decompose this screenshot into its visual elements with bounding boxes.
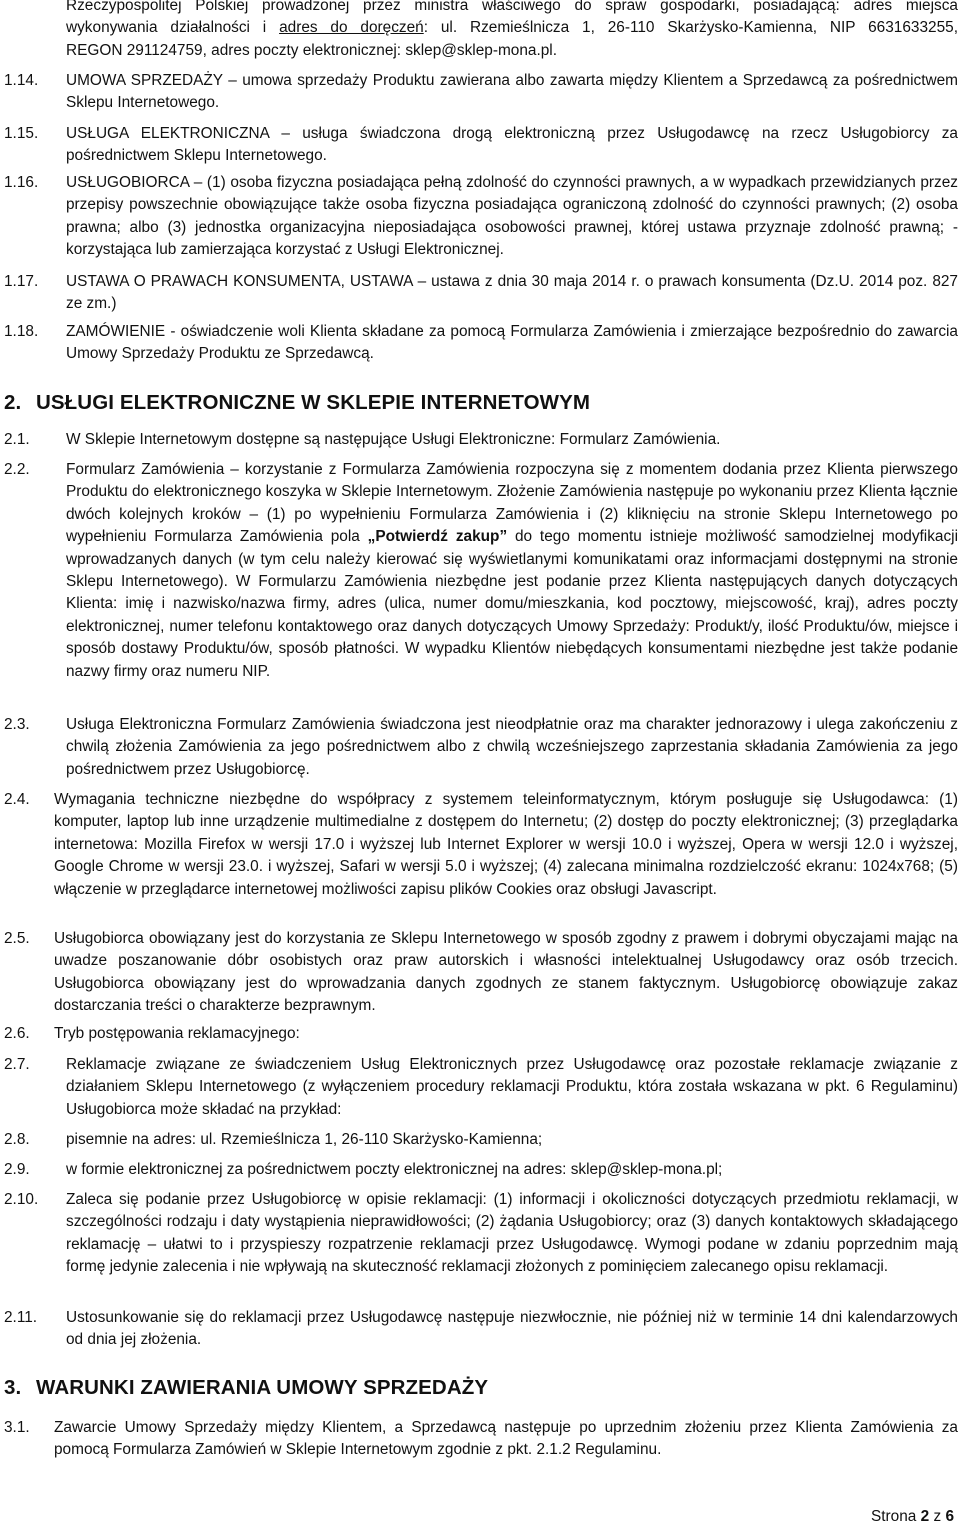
address-link[interactable]: adres do doręczeń [279, 19, 424, 37]
intro-paragraph [66, 0, 958, 62]
item-text: w formie elektronicznej za pośrednictwem poczty elektronicznej na adres: sklep@sklep-mona.pl; [66, 1161, 723, 1178]
item-number: 1.18. [4, 323, 39, 340]
clause-item [4, 714, 958, 781]
item-text: Tryb postępowania reklamacyjnego: [54, 1025, 300, 1042]
item-text: W Sklepie Internetowym dostępne są następujące Usługi Elektroniczne: Formularz Zamówienia. [66, 431, 721, 448]
item-number: 3.1. [4, 1419, 30, 1436]
section-number: 3. [4, 1376, 22, 1399]
item-number: 2.8. [4, 1131, 30, 1148]
clause-item [4, 1189, 958, 1279]
item-text: Zawarcie Umowy Sprzedaży między Klientem, a Sprzedawcą następuje po uprzednim złożeniu przez Klienta Zamówienia za pomocą Formularza Zamówień w Sklepie Internetowym zgodnie z pkt. 2.1.2 Regulaminu. [54, 1419, 958, 1459]
total-page-count: 6 [945, 1508, 954, 1525]
section-heading [4, 1377, 488, 1399]
item-text: USŁUGA ELEKTRONICZNA – usługa świadczona drogą elektroniczną przez Usługodawcę na rzecz Usługobiorcy za pośrednictwem Sklepu Internetowego. [66, 125, 958, 165]
item-number: 1.17. [4, 273, 39, 290]
item-text: Ustosunkowanie się do reklamacji przez Usługodawcę następuje niezwłocznie, nie później niż w terminie 14 dni kalendarzowych od dnia jej złożenia. [66, 1309, 958, 1349]
definition-item [4, 70, 958, 115]
item-text: Zaleca się podanie przez Usługobiorcę w opisie reklamacji: (1) informacji i okoliczności dotyczących przedmiotu reklamacji, w szczególności rodzaju i daty wystąpienia nieprawidłowości; (2) żądania Usługobiorcy; oraz (3) danych kontaktowych składającego reklamację – ułatwi to i przyspieszy rozpatrzenie reklamacji przez Usługodawcę. Wymogi podane w zdaniu poprzednim mają formę jedynie zalecenia i nie wpływają na skuteczność reklamacji złożonych z pominięciem zalecanego opisu reklamacji. [66, 1191, 958, 1276]
clause-text: do tego momentu istnieje możliwość samodzielnej modyfikacji wprowadzanych danych (w tym celu należy kierować się wyświetlanymi komunikatami oraz informacjami dostępnymi na stronie Sklepu Internetowego). W Formularzu Zamówienia niezbędne jest podanie przez Klienta następujących danych dotyczących Klienta: imię i nazwisko/nazwa firmy, adres (ulica, numer domu/mieszkania, kod pocztowy, miejscowość, kraj), adres poczty elektronicznej, numer telefonu kontaktowego oraz danych dotyczących Umowy Sprzedaży: Produkt/y, ilość Produktu/ów, miejsce i sposób dostawy Produktu/ów, sposób płatności. W wypadku Klientów niebędących konsumentami niezbędne jest także podanie nazwy firmy oraz numeru NIP. [66, 528, 958, 680]
section-title: WARUNKI ZAWIERANIA UMOWY SPRZEDAŻY [36, 1376, 489, 1399]
current-page-number: 2 [920, 1508, 930, 1525]
footer-separator: z [933, 1508, 942, 1525]
definition-item [4, 123, 958, 168]
item-text [66, 459, 958, 683]
section-number: 2. [4, 391, 22, 414]
footer-label: Strona [870, 1508, 917, 1525]
item-number: 2.3. [4, 716, 30, 733]
clause-item [4, 429, 958, 451]
confirm-purchase-label: „Potwierdź zakup” [367, 528, 508, 546]
clause-item [4, 789, 958, 901]
item-text: USŁUGOBIORCA – (1) osoba fizyczna posiadająca pełną zdolność do czynności prawnych, a w wypadkach przewidzianych przez przepisy powszechnie obowiązujące także osoba fizyczna posiadająca ograniczoną zdolność do czynności prawnych; (2) osoba prawna; albo (3) jednostka organizacyjna nieposiadająca osobowości prawnej, której ustawa przyznaje zdolność prawną; - korzystająca lub zamierzająca korzystać z Usługi Elektronicznej. [66, 174, 958, 259]
page-footer [871, 1506, 954, 1528]
item-number: 2.6. [4, 1025, 30, 1042]
clause-item [4, 1159, 958, 1181]
item-text: Usługobiorca obowiązany jest do korzystania ze Sklepu Internetowego w sposób zgodny z prawem i dobrymi obyczajami mając na uwadze poszanowanie dóbr osobistych oraz praw autorskich i własności intelektualnej Usługodawcy oraz osób trzecich. Usługobiorca obowiązany jest do wprowadzania danych zgodnych ze stanem faktycznym. Usługobiorcę obowiązuje zakaz dostarczania treści o charakterze bezprawnym. [54, 930, 958, 1015]
clause-text: Formularz Zamówienia – korzystanie z Formularza Zamówienia rozpoczyna się z momentem dodania przez Klienta pierwszego Produktu do elektronicznego koszyka w Sklepie Internetowym. Złożenie Zamówienia następuje po wykonaniu przez Klienta łącznie dwóch kolejnych kroków – (1) po wypełnieniu Formularza Zamówienia i (2) kliknięciu na stronie Sklepu Internetowego po wypełnieniu Formularza Zamówienia pola [66, 461, 958, 546]
intro-line: REGON 291124759, adres poczty elektronicznej: sklep@sklep-mona.pl. [66, 41, 557, 59]
clause-item [4, 928, 958, 1018]
intro-line [66, 17, 958, 39]
definition-item [4, 271, 958, 316]
item-text: UMOWA SPRZEDAŻY – umowa sprzedaży Produktu zawierana albo zawarta między Klientem a Sprzedawcą za pośrednictwem Sklepu Internetowego. [66, 72, 958, 112]
clause-item [4, 459, 958, 683]
item-text: pisemnie na adres: ul. Rzemieślnicza 1, 26-110 Skarżysko-Kamienna; [66, 1131, 543, 1148]
clause-item [4, 1307, 958, 1352]
item-number: 1.15. [4, 125, 39, 142]
section-title: USŁUGI ELEKTRONICZNE W SKLEPIE INTERNETOWYM [36, 391, 591, 414]
intro-line: Rzeczypospolitej Polskiej prowadzonej przez ministra właściwego do spraw gospodarki, posiadającą: adres miejsca [66, 0, 958, 14]
intro-text: wykonywania działalności i [66, 19, 280, 37]
intro-text: : ul. Rzemieślnicza 1, 26-110 Skarżysko-Kamienna, NIP 6631633255, [423, 19, 958, 37]
item-number: 2.11. [4, 1309, 38, 1326]
item-number: 2.4. [4, 791, 30, 808]
definition-item [4, 172, 958, 262]
clause-item [4, 1023, 958, 1045]
item-text: Wymagania techniczne niezbędne do współpracy z systemem teleinformatycznym, którym posługuje się Usługodawca: (1) komputer, laptop lub inne urządzenie multimedialne z dostępem do Internetu; (2) dostęp do poczty elektronicznej; (3) przeglądarka internetowa: Mozilla Firefox w wersji 17.0 i wyższej lub Internet Explorer w wersji 10.0 i wyższej, Opera w wersji 12.0 i wyższej, Google Chrome w wersji 23.0. i wyższej, Safari w wersji 5.0 i wyższej; (4) zalecana minimalna rozdzielczość ekranu: 1024x768; (5) włączenie w przeglądarce internetowej możliwości zapisu plików Cookies oraz obsługi Javascript. [54, 791, 958, 898]
item-number: 2.5. [4, 930, 30, 947]
item-number: 2.7. [4, 1056, 30, 1073]
clause-item [4, 1417, 958, 1462]
item-number: 2.10. [4, 1191, 39, 1208]
item-text: ZAMÓWIENIE - oświadczenie woli Klienta składane za pomocą Formularza Zamówienia i zmierzające bezpośrednio do zawarcia Umowy Sprzedaży Produktu ze Sprzedawcą. [66, 323, 958, 363]
clause-item [4, 1054, 958, 1121]
item-number: 1.14. [4, 72, 39, 89]
definition-item [4, 321, 958, 366]
item-number: 2.1. [4, 431, 30, 448]
item-number: 1.16. [4, 174, 39, 191]
item-number: 2.2. [4, 461, 30, 478]
item-text: Usługa Elektroniczna Formularz Zamówienia świadczona jest nieodpłatnie oraz ma charakter jednorazowy i ulega zakończeniu z chwilą złożenia Zamówienia za jego pośrednictwem albo z chwilą wcześniejszego zaprzestania składania Zamówienia za jego pośrednictwem przez Usługobiorcę. [66, 716, 958, 778]
item-text: Reklamacje związane ze świadczeniem Usług Elektronicznych przez Usługodawcę oraz pozostałe reklamacje związanie z działaniem Sklepu Internetowego (z wyłączeniem procedury reklamacji Produktu, która została wskazana w pkt. 6 Regulaminu) Usługobiorca może składać na przykład: [66, 1056, 958, 1118]
clause-item [4, 1129, 958, 1151]
item-number: 2.9. [4, 1161, 30, 1178]
item-text: USTAWA O PRAWACH KONSUMENTA, USTAWA – ustawa z dnia 30 maja 2014 r. o prawach konsumenta (Dz.U. 2014 poz. 827 ze zm.) [66, 273, 958, 313]
section-heading [4, 392, 590, 414]
